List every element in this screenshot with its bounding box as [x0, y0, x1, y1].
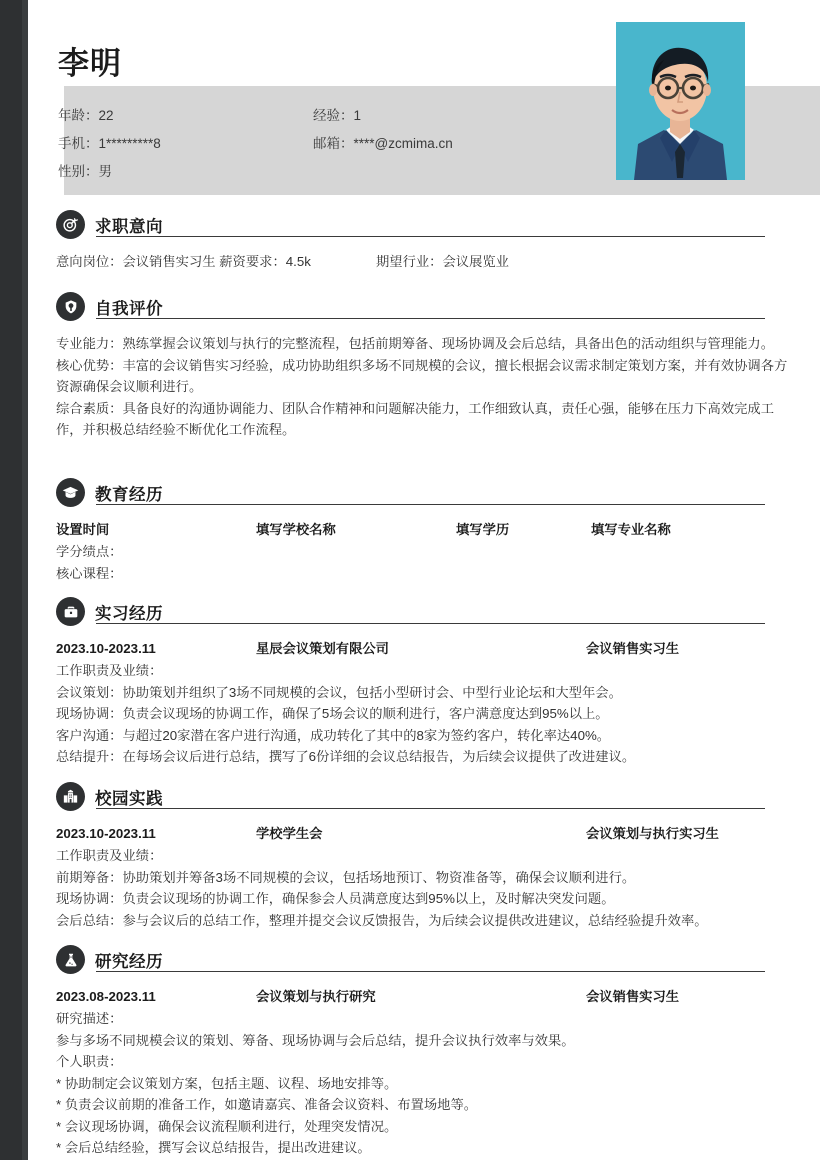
section-rule	[96, 623, 765, 624]
research-desc-label: 研究描述：	[56, 1011, 123, 1026]
candidate-name: 李明	[58, 46, 122, 81]
self-eval-paragraph: 综合素质：具备良好的沟通协调能力、团队合作精神和问题解决能力，工作细致认真，责任心强，能够在压力下高效完成工作，并积极总结经验不断优化工作流程。	[56, 400, 775, 437]
target-icon	[56, 210, 85, 239]
education-columns	[56, 519, 794, 541]
section-title: 自我评价	[95, 300, 163, 318]
award-badge-icon	[56, 292, 85, 321]
meta-value-age: 22	[98, 108, 114, 123]
meta-label-experience: 经验：	[313, 108, 354, 123]
profile-meta-table	[58, 100, 658, 184]
meta-value-phone: 1*********8	[98, 136, 161, 151]
education-gpa: 学分绩点：	[56, 544, 123, 559]
section-job-intent	[28, 210, 820, 273]
research-duty-item: * 负责会议前期的准备工作，如邀请嘉宾、准备会议资料、布置场地等。	[56, 1097, 478, 1112]
meta-cell-phone	[58, 132, 313, 152]
section-rule	[96, 808, 765, 809]
self-eval-paragraph: 核心优势：丰富的会议销售实习经验，成功协助组织多场不同规模的会议，擅长根据会议需求制定策划方案，并有效协调各方资源确保会议顺利进行。	[56, 357, 788, 394]
campus-organization: 学校学生会	[256, 826, 323, 841]
internship-subtitle: 工作职责及业绩：	[56, 663, 163, 678]
section-header	[28, 782, 820, 816]
meta-cell-age	[58, 104, 313, 124]
meta-label-email: 邮箱：	[313, 136, 354, 151]
section-body	[28, 979, 820, 1159]
section-rule	[96, 971, 765, 972]
section-campus-practice	[28, 782, 820, 931]
section-title: 研究经历	[95, 953, 163, 971]
section-education	[28, 478, 820, 584]
self-eval-paragraph: 专业能力：熟练掌握会议策划与执行的完整流程，包括前期筹备、现场协调及会后总结，具备出色的活动组织与管理能力。	[56, 336, 775, 351]
internship-heading-row	[56, 638, 794, 660]
research-date: 2023.08-2023.11	[56, 989, 156, 1004]
internship-item: 客户沟通：与超过20家潜在客户进行沟通，成功转化了其中的8家为签约客户，转化率达40%。	[56, 727, 611, 743]
research-desc: 参与多场不同规模会议的策划、筹备、现场协调与会后总结，提升会议执行效率与效果。	[56, 1032, 575, 1048]
meta-row	[58, 156, 658, 184]
education-col-major: 填写专业名称	[591, 522, 671, 537]
meta-label-gender: 性别：	[58, 164, 99, 179]
meta-row	[58, 100, 658, 128]
section-rule	[96, 236, 765, 237]
candidate-photo	[616, 22, 745, 180]
campus-item: 现场协调：负责会议现场的协调工作，确保参会人员满意度达到95%以上，及时解决突发问题。	[56, 891, 615, 906]
education-courses: 核心课程：	[56, 565, 123, 581]
intent-row	[56, 251, 794, 273]
section-research	[28, 945, 820, 1159]
education-col-school: 填写学校名称	[256, 522, 336, 537]
section-internship	[28, 597, 820, 768]
internship-item: 总结提升：在每场会议后进行总结，撰写了6份详细的会议总结报告，为后续会议提供了改进建议。	[56, 749, 636, 764]
section-title: 实习经历	[95, 605, 163, 623]
intent-position-salary: 意向岗位：会议销售实习生 薪资要求：4.5k	[56, 254, 311, 269]
meta-row	[58, 128, 658, 156]
education-col-degree: 填写学历	[456, 522, 510, 537]
section-rule	[96, 504, 765, 505]
internship-item: 现场协调：负责会议现场的协调工作，确保了5场会议的顺利进行，客户满意度达到95%以上。	[56, 706, 609, 721]
section-title: 求职意向	[95, 218, 163, 236]
campus-subtitle: 工作职责及业绩：	[56, 848, 163, 863]
school-building-icon	[56, 782, 85, 811]
research-role: 会议销售实习生	[586, 989, 680, 1004]
section-header	[28, 945, 820, 979]
research-topic: 会议策划与执行研究	[256, 989, 376, 1004]
campus-date: 2023.10-2023.11	[56, 826, 156, 841]
section-header	[28, 478, 820, 512]
internship-role: 会议销售实习生	[586, 641, 680, 656]
meta-value-gender: 男	[98, 164, 112, 179]
section-body	[28, 631, 820, 768]
left-dark-rail	[0, 0, 28, 1160]
section-body	[28, 244, 820, 273]
education-col-time: 设置时间	[56, 522, 110, 537]
research-duty-item: * 会议现场协调，确保会议流程顺利进行，处理突发情况。	[56, 1118, 398, 1134]
section-rule	[96, 318, 765, 319]
meta-cell-gender	[58, 160, 313, 180]
flask-icon	[56, 945, 85, 974]
section-header	[28, 597, 820, 631]
meta-label-phone: 手机：	[58, 136, 99, 151]
research-duty-item: * 协助制定会议策划方案，包括主题、议程、场地安排等。	[56, 1075, 398, 1091]
internship-item: 会议策划：协助策划并组织了3场不同规模的会议，包括小型研讨会、中型行业论坛和大型年会。	[56, 684, 622, 700]
internship-company: 星辰会议策划有限公司	[256, 641, 389, 656]
resume-header	[28, 0, 820, 196]
campus-item: 前期筹备：协助策划并筹备3场不同规模的会议，包括场地预订、物资准备等，确保会议顺利进行。	[56, 869, 636, 885]
graduation-cap-icon	[56, 478, 85, 507]
campus-role: 会议策划与执行实习生	[586, 826, 719, 841]
section-body	[28, 326, 820, 441]
meta-value-email: ****@zcmima.cn	[353, 136, 453, 151]
section-title: 教育经历	[95, 486, 163, 504]
section-body	[28, 512, 820, 584]
section-body	[28, 816, 820, 931]
section-header	[28, 210, 820, 244]
campus-heading-row	[56, 823, 794, 845]
section-header	[28, 292, 820, 326]
meta-value-experience: 1	[353, 108, 362, 123]
meta-cell-experience	[313, 104, 361, 124]
intent-industry: 期望行业：会议展览业	[376, 254, 509, 269]
research-duty-label: 个人职责：	[56, 1054, 123, 1069]
meta-label-age: 年龄：	[58, 108, 99, 123]
internship-date: 2023.10-2023.11	[56, 641, 156, 656]
campus-item: 会后总结：参与会议后的总结工作，整理并提交会议反馈报告，为后续会议提供改进建议，总结经验提升效率。	[56, 912, 708, 928]
research-heading-row	[56, 986, 794, 1008]
section-self-evaluation	[28, 292, 820, 441]
meta-cell-email	[313, 132, 453, 152]
portrait-illustration	[616, 22, 745, 180]
briefcase-icon	[56, 597, 85, 626]
research-duty-item: * 会后总结经验，撰写会议总结报告，提出改进建议。	[56, 1140, 371, 1155]
section-title: 校园实践	[95, 790, 163, 808]
